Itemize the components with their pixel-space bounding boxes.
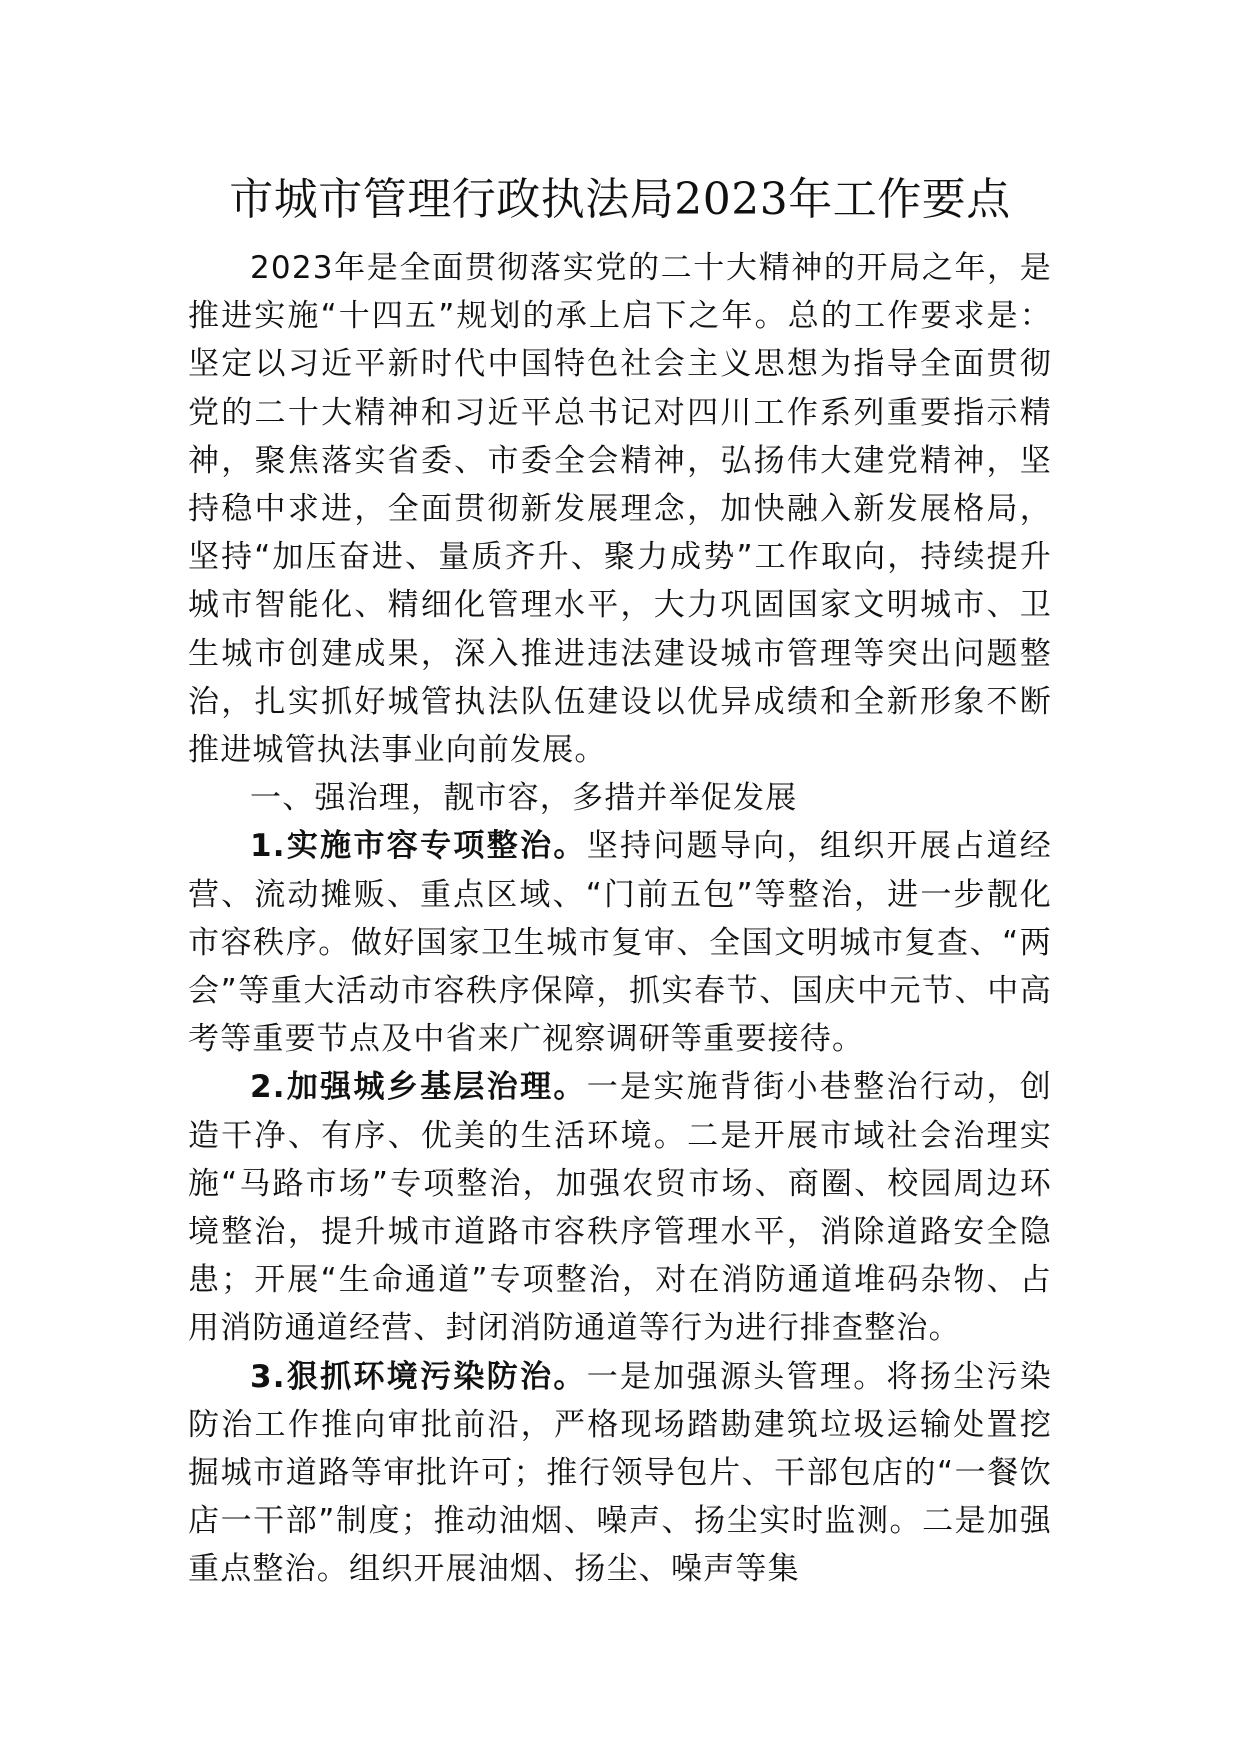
intro-paragraph: 2023年是全面贯彻落实党的二十大精神的开局之年，是推进实施“十四五”规划的承上启下之年。总的工作要求是：坚定以习近平新时代中国特色社会主义思想为指导全面贯彻党的二十大精神和习近平总书记对四川工作系列重要指示精神，聚焦落实省委、市委全会精神，弘扬伟大建党精神，坚持稳中求进，全面贯彻新发展理念，加快融入新发展格局，坚持“加压奋进、量质齐升、聚力成势”工作取向，持续提升城市智能化、精细化管理水平，大力巩固国家文明城市、卫生城市创建成果，深入推进违法建设城市管理等突出问题整治，扎实抓好城管执法队伍建设以优异成绩和全新形象不断推进城管执法事业向前发展。 [188,250,1052,769]
list-item [188,1353,1052,1594]
document-body [188,244,1052,1594]
item-text: 坚持问题导向，组织开展占道经营、流动摊贩、重点区域、“门前五包”等整治，进一步靓化市容秩序。做好国家卫生城市复审、全国文明城市复查、“两会”等重大活动市容秩序保障，抓实春节、国庆中元节、中高考等重要节点及中省来广视察调研等重要接待。 [188,828,1052,1058]
section-heading: 一、强治理，靓市容，多措并举促发展 [250,780,798,817]
list-item [188,822,1052,1063]
item-lead: 3.狠抓环境污染防治。 [250,1358,587,1395]
document-title: 市城市管理行政执法局2023年工作要点 [229,174,1011,225]
item-lead: 1.实施市容专项整治。 [250,828,587,865]
item-lead: 2.加强城乡基层治理。 [250,1069,587,1106]
list-item [188,1063,1052,1352]
item-text: 一是实施背街小巷整治行动，创造干净、有序、优美的生活环境。二是开展市域社会治理实施“马路市场”专项整治，加强农贸市场、商圈、校园周边环境整治，提升城市道路市容秩序管理水平，消除道路安全隐患；开展“生命通道”专项整治，对在消防通道堆码杂物、占用消防通道经营、封闭消防通道等行为进行排查整治。 [188,1069,1052,1347]
item-text: 一是加强源头管理。将扬尘污染防治工作推向审批前沿，严格现场踏勘建筑垃圾运输处置挖掘城市道路等审批许可；推行领导包片、干部包店的“一餐饮店一干部”制度；推动油烟、噪声、扬尘实时监测。二是加强重点整治。组织开展油烟、扬尘、噪声等集 [188,1358,1052,1588]
